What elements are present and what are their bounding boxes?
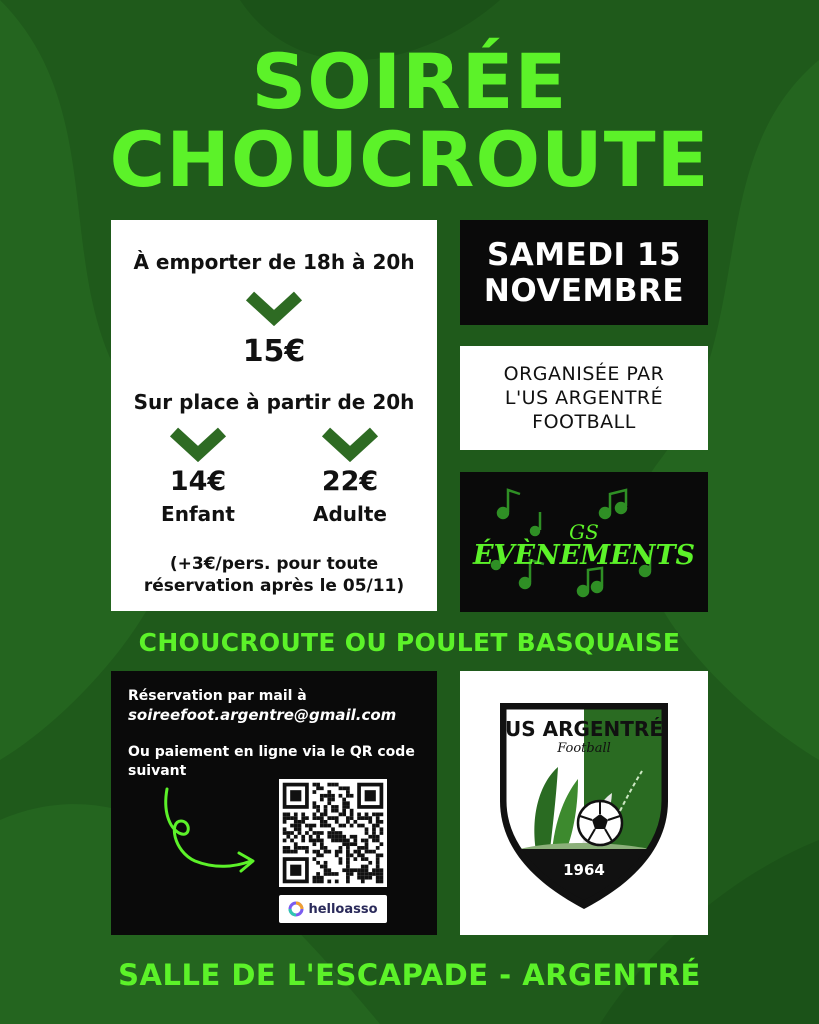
price-card xyxy=(111,220,437,611)
qr-code[interactable] xyxy=(279,779,387,887)
organizer-line-1: ORGANISÉE PAR xyxy=(503,363,665,385)
partner-logo-line-1: GS xyxy=(569,520,599,544)
club-logo-card xyxy=(460,671,708,935)
date-card xyxy=(460,220,708,325)
reservation-card xyxy=(111,671,437,935)
helloasso-badge[interactable] xyxy=(279,895,387,923)
club-subtitle: Football xyxy=(557,741,611,756)
helloasso-label: helloasso xyxy=(308,901,378,917)
club-crest xyxy=(460,671,708,935)
takeaway-label: À emporter de 18h à 20h xyxy=(133,250,415,274)
club-year: 1964 xyxy=(563,861,605,879)
title-line-2: CHOUCROUTE xyxy=(109,115,710,204)
reservation-line-3: suivant xyxy=(128,763,187,779)
adult-price: 22€ xyxy=(321,466,379,497)
child-price: 14€ xyxy=(169,466,227,497)
reservation-line-2: Ou paiement en ligne via le QR code xyxy=(128,744,415,760)
date-line-2: NOVEMBRE xyxy=(483,272,685,309)
reservation-line-1: Réservation par mail à xyxy=(128,688,307,704)
date-line-1: SAMEDI 15 xyxy=(486,236,682,273)
club-name: US ARGENTRÉ xyxy=(504,717,663,741)
title-line-1: SOIRÉE xyxy=(251,37,568,126)
helloasso-icon xyxy=(288,901,304,917)
late-note-line-2: réservation après le 05/11) xyxy=(143,576,405,596)
chevron-down-icon xyxy=(244,290,304,326)
curly-arrow-icon xyxy=(155,781,265,881)
soccer-ball-icon xyxy=(578,801,622,845)
organizer-line-2: L'US ARGENTRÉ xyxy=(504,387,664,409)
organizer-line-3: FOOTBALL xyxy=(532,411,636,433)
adult-label: Adulte xyxy=(312,502,387,526)
chevron-down-icon xyxy=(168,426,228,462)
venue: SALLE DE L'ESCAPADE - ARGENTRÉ xyxy=(118,958,701,992)
child-label: Enfant xyxy=(161,502,235,526)
chevron-down-icon xyxy=(320,426,380,462)
takeaway-price: 15€ xyxy=(242,334,306,369)
partner-logo-card xyxy=(460,472,708,612)
organizer-card xyxy=(460,346,708,450)
partner-logo-line-2: ÉVÈNEMENTS xyxy=(472,540,696,571)
menu-options: CHOUCROUTE OU POULET BASQUAISE xyxy=(138,628,681,657)
reservation-email: soireefoot.argentre@gmail.com xyxy=(128,706,397,724)
late-note-line-1: (+3€/pers. pour toute xyxy=(169,554,379,574)
onsite-label: Sur place à partir de 20h xyxy=(133,390,415,414)
